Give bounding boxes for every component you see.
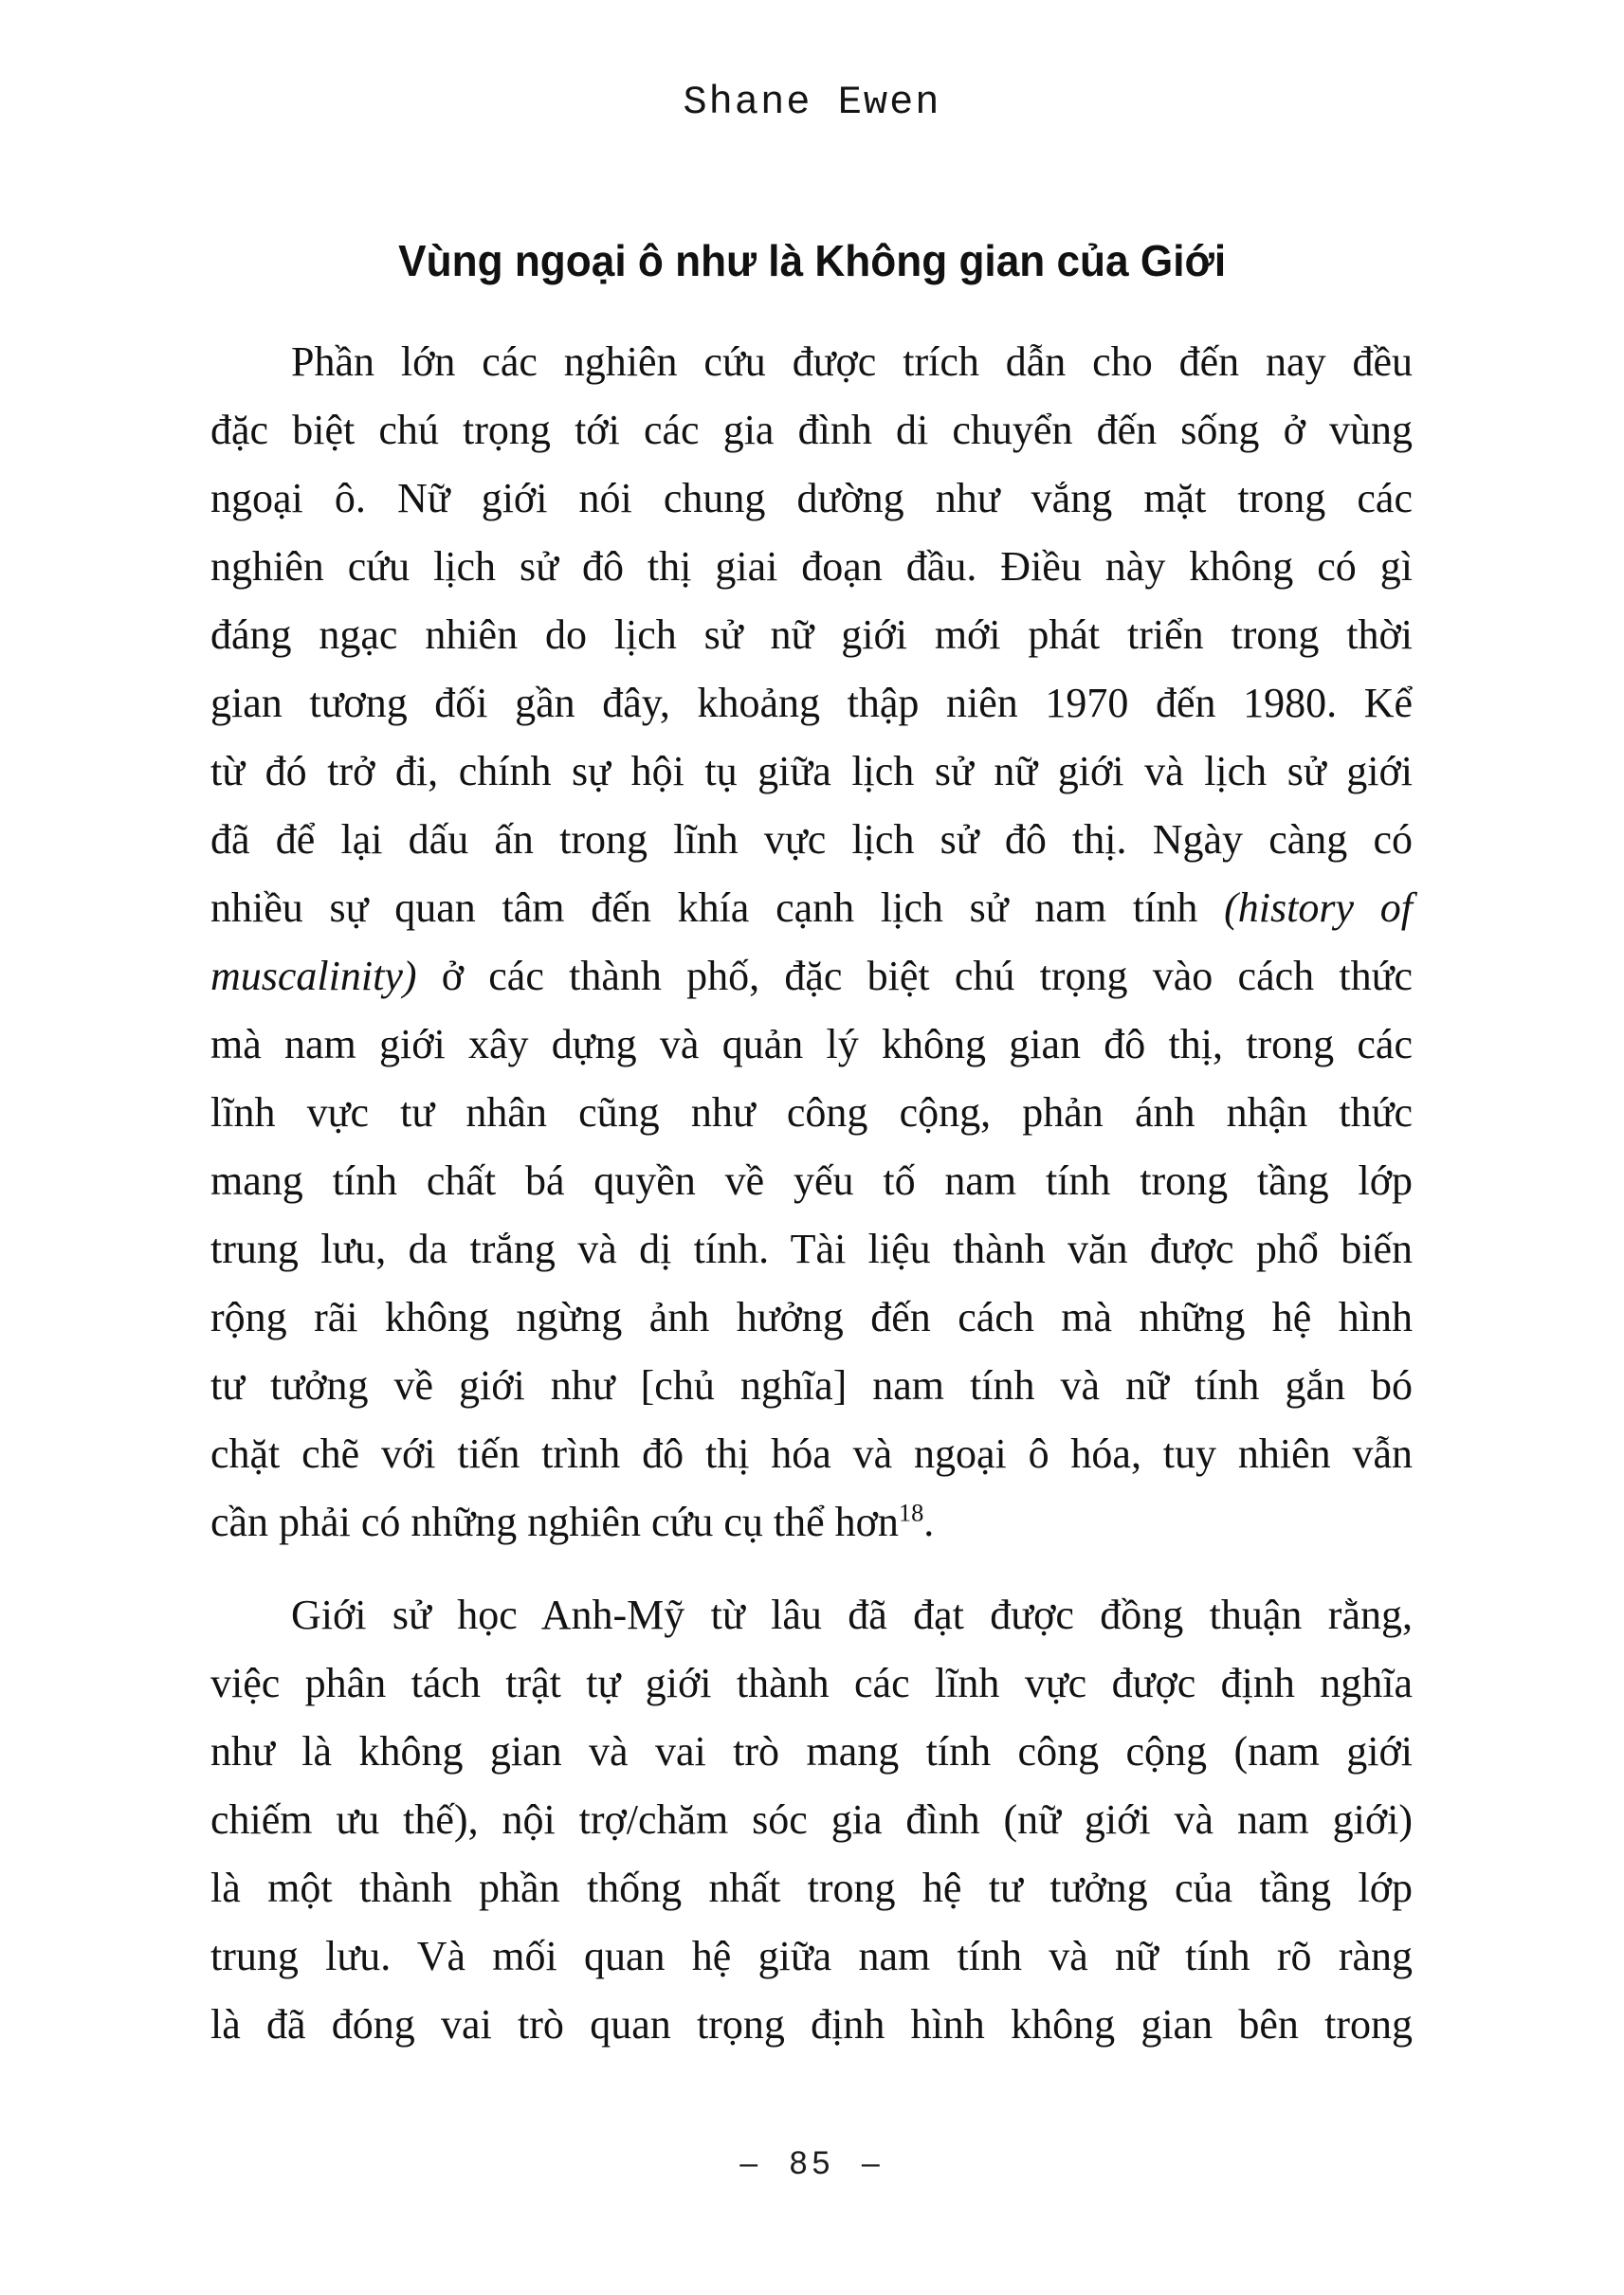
text-segment: là một thành phần thống nhất trong hệ tư tưởng của tầng lớp [210, 1865, 1413, 1911]
text-segment: rộng rãi không ngừng ảnh hưởng đến cách mà những hệ hình [210, 1294, 1413, 1340]
text-line [210, 464, 1413, 533]
text-segment: chiếm ưu thế), nội trợ/chăm sóc gia đình (nữ giới và nam giới) [210, 1796, 1413, 1843]
text-line [210, 1420, 1413, 1488]
text-segment: đáng ngạc nhiên do lịch sử nữ giới mới phát triển trong thời [210, 611, 1413, 658]
italic-text: (history of [1224, 884, 1413, 931]
section-heading-text: Vùng ngoại ô như là Không gian của Giới [398, 236, 1226, 285]
text-line [210, 942, 1413, 1011]
text-segment: ở các thành phố, đặc biệt chú trọng vào cách thức [416, 953, 1413, 999]
text-segment: Giới sử học Anh-Mỹ từ lâu đã đạt được đồng thuận rằng, [291, 1592, 1413, 1638]
text-segment: . [923, 1499, 935, 1545]
page-number [0, 2140, 1624, 2186]
text-line [210, 1991, 1413, 2059]
text-segment: trung lưu, da trắng và dị tính. Tài liệu thành văn được phổ biến [210, 1226, 1413, 1272]
text-line [210, 1011, 1413, 1079]
text-line [210, 533, 1413, 601]
text-segment: đã để lại dấu ấn trong lĩnh vực lịch sử đô thị. Ngày càng có [210, 816, 1413, 863]
text-segment: Phần lớn các nghiên cứu được trích dẫn cho đến nay đều [291, 338, 1413, 385]
text-line [210, 1284, 1413, 1352]
text-line [210, 1649, 1413, 1718]
text-line [210, 396, 1413, 464]
text-line [210, 1718, 1413, 1786]
text-line [210, 1079, 1413, 1147]
text-segment: trung lưu. Và mối quan hệ giữa nam tính và nữ tính rõ ràng [210, 1933, 1413, 1979]
text-segment: tư tưởng về giới như [chủ nghĩa] nam tính và nữ tính gắn bó [210, 1362, 1413, 1409]
running-header-author: Shane Ewen [683, 80, 941, 125]
text-segment: gian tương đối gần đây, khoảng thập niên 1970 đến 1980. Kể [210, 680, 1413, 726]
text-line [210, 1352, 1413, 1420]
paragraph-2 [210, 1581, 1413, 2059]
text-line [210, 1581, 1413, 1649]
text-line [210, 1786, 1413, 1854]
text-segment: nghiên cứu lịch sử đô thị giai đoạn đầu. Điều này không có gì [210, 543, 1413, 590]
body-text [210, 328, 1413, 2059]
text-line [210, 1854, 1413, 1922]
text-segment: chặt chẽ với tiến trình đô thị hóa và ngoại ô hóa, tuy nhiên vẫn [210, 1430, 1413, 1477]
text-line [210, 1215, 1413, 1284]
text-segment: ngoại ô. Nữ giới nói chung dường như vắng mặt trong các [210, 475, 1413, 521]
text-line [210, 806, 1413, 874]
text-line [210, 738, 1413, 806]
text-segment: như là không gian và vai trò mang tính công cộng (nam giới [210, 1728, 1413, 1775]
text-line [210, 1147, 1413, 1215]
footnote-ref: 18 [898, 1498, 924, 1527]
section-heading [0, 231, 1624, 290]
text-line [210, 1922, 1413, 1991]
text-line [210, 601, 1413, 669]
text-segment: mang tính chất bá quyền về yếu tố nam tính trong tầng lớp [210, 1157, 1413, 1204]
text-segment: là đã đóng vai trò quan trọng định hình không gian bên trong [210, 2001, 1413, 2048]
text-segment: từ đó trở đi, chính sự hội tụ giữa lịch sử nữ giới và lịch sử giới [210, 748, 1413, 794]
text-segment: nhiều sự quan tâm đến khía cạnh lịch sử nam tính [210, 884, 1225, 931]
text-line [210, 669, 1413, 738]
page-number-text: – 85 – [739, 2145, 885, 2181]
text-segment: đặc biệt chú trọng tới các gia đình di chuyển đến sống ở vùng [210, 407, 1413, 453]
text-line [210, 1488, 1413, 1557]
text-line [210, 874, 1413, 942]
text-segment: cần phải có những nghiên cứu cụ thể hơn [210, 1499, 899, 1545]
text-segment: mà nam giới xây dựng và quản lý không gian đô thị, trong các [210, 1021, 1413, 1067]
text-segment: việc phân tách trật tự giới thành các lĩnh vực được định nghĩa [210, 1660, 1413, 1706]
text-segment: lĩnh vực tư nhân cũng như công cộng, phản ánh nhận thức [210, 1089, 1413, 1136]
paragraph-1 [210, 328, 1413, 1557]
text-line [210, 328, 1413, 396]
italic-text: muscalinity) [210, 953, 417, 999]
